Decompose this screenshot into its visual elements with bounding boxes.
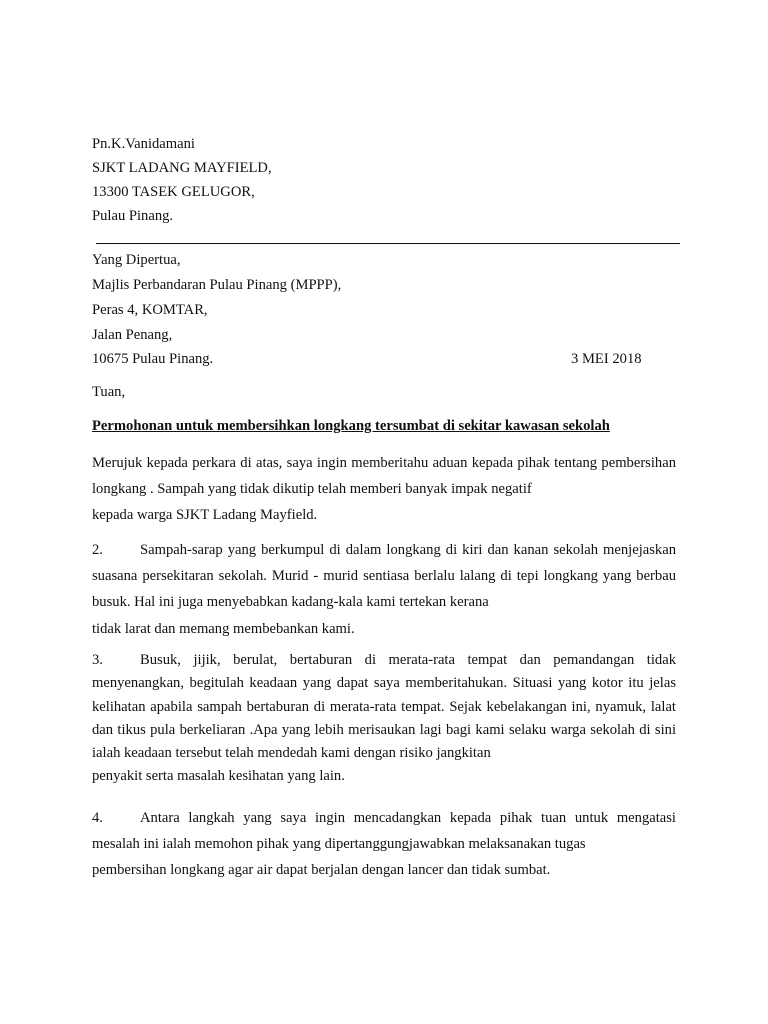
paragraph-4-number: 4. [92, 810, 103, 826]
paragraph-2-last-line: tidak larat dan memang membebankan kami. [92, 620, 355, 637]
paragraph-4-last-line: pembersihan longkang agar air dapat berjalan dengan lancer dan tidak sumbat. [92, 862, 551, 879]
salutation: Tuan, [92, 384, 126, 400]
paragraph-3-last-line: penyakit serta masalah kesihatan yang lain. [92, 768, 345, 785]
paragraph-2 [92, 537, 676, 642]
sender-state: Pulau Pinang. [92, 208, 174, 224]
recipient-street: Jalan Penang, [92, 327, 173, 343]
paragraph-3-body: Busuk, jijik, berulat, bertaburan di merata-rata tempat dan pemandangan tidak menyenangkan, begitulah keadaan yang dapat saya memberitahukan. Situasi yang kotor itu jelas kelihatan apabila sampah bertaburan di merata-rata tempat. Sejak kebelakangan ini, nyamuk, lalat dan tikus pula berkeliaran .Apa yang lebih merisaukan lagi bagi kami selaku warga sekolah di sini ialah keadaan tersebut telah mendedah kami dengan risiko jangkitan [92, 652, 676, 762]
letter-date: 3 MEI 2018 [571, 351, 642, 367]
recipient-postcode-city: 10675 Pulau Pinang. [92, 351, 214, 367]
sender-postcode-city: 13300 TASEK GELUGOR, [92, 184, 255, 200]
paragraph-1-last-line: kepada warga SJKT Ladang Mayfield. [92, 507, 318, 524]
paragraph-3 [92, 649, 676, 789]
paragraph-1-body: Merujuk kepada perkara di atas, saya ingin memberitahu aduan kepada pihak tentang pembersihan longkang . Sampah yang tidak dikutip telah memberi banyak impak negatif [92, 455, 676, 498]
recipient-organisation: Majlis Perbandaran Pulau Pinang (MPPP), [92, 277, 342, 293]
paragraph-2-body: Sampah-sarap yang berkumpul di dalam longkang di kiri dan kanan sekolah menjejaskan suasana persekitaran sekolah. Murid - murid sentiasa berlalu lalang di tepi longkang yang berbau busuk. Hal ini juga menyebabkan kadang-kala kami tertekan kerana [92, 542, 676, 611]
recipient-building: Peras 4, KOMTAR, [92, 302, 208, 318]
paragraph-3-number: 3. [92, 652, 103, 668]
letter-subject: Permohonan untuk membersihkan longkang tersumbat di sekitar kawasan sekolah [92, 418, 610, 434]
paragraph-2-number: 2. [92, 542, 103, 558]
paragraph-1 [92, 450, 676, 529]
sender-name: Pn.K.Vanidamani [92, 136, 195, 152]
sender-school: SJKT LADANG MAYFIELD, [92, 160, 272, 176]
paragraph-4-body: Antara langkah yang saya ingin mencadangkan kepada pihak tuan untuk mengatasi mesalah ini ialah memohon pihak yang dipertanggungjawabkan melaksanakan tugas [92, 810, 676, 853]
address-divider [96, 243, 680, 244]
recipient-title: Yang Dipertua, [92, 252, 181, 268]
paragraph-4 [92, 805, 676, 884]
